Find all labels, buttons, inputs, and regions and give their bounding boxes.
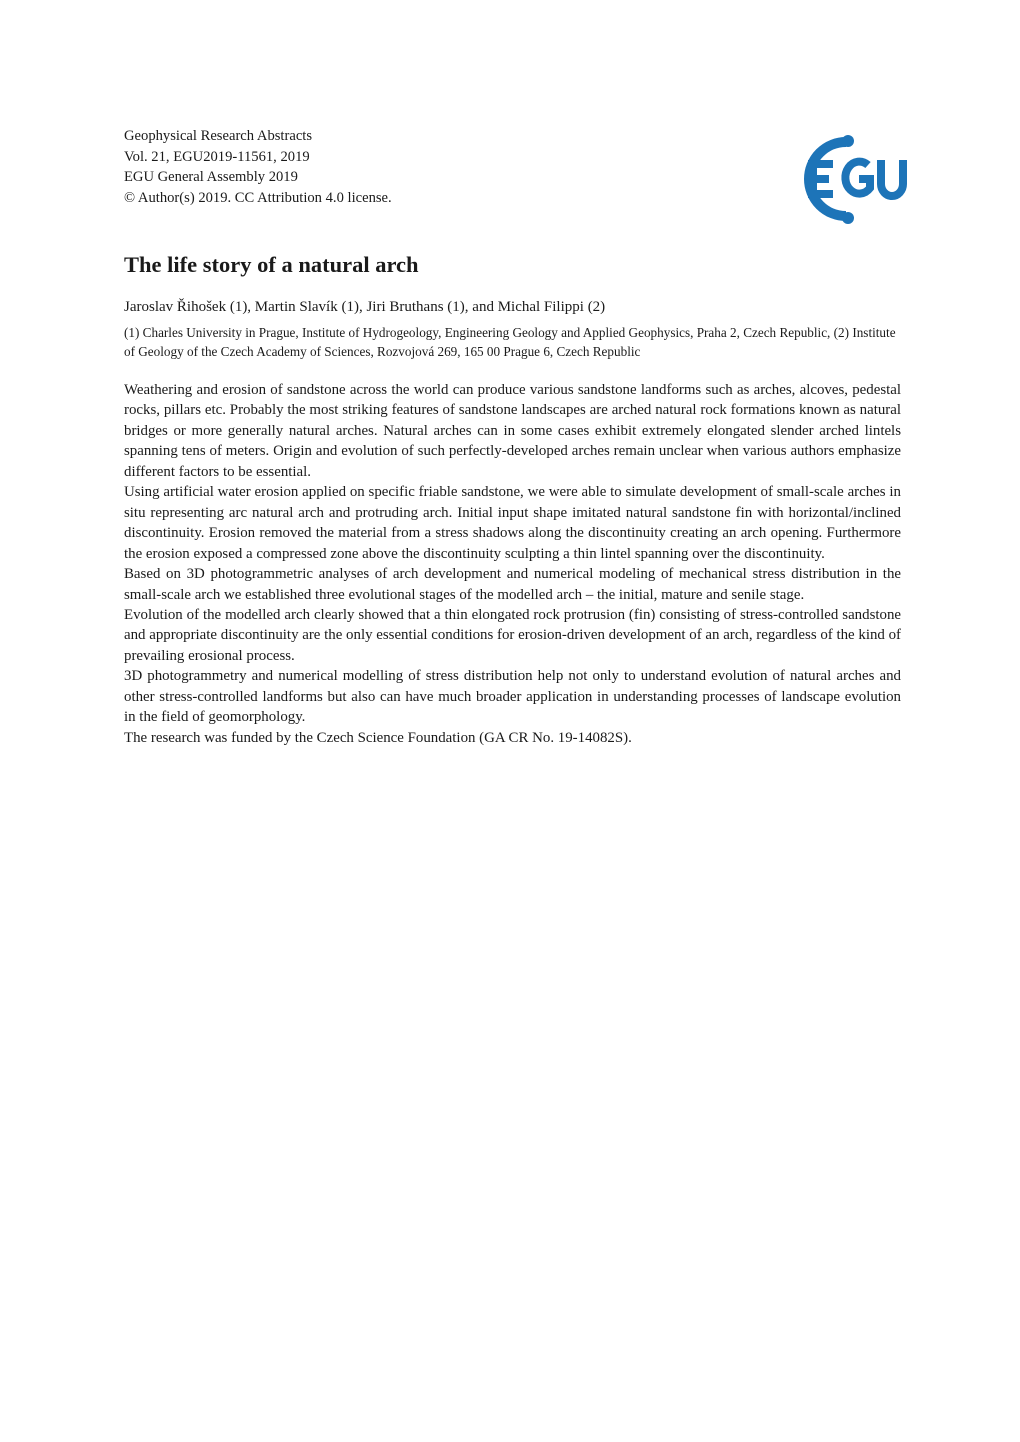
abstract-paragraph: Weathering and erosion of sandstone across the world can produce various sandstone landforms such as arches, alcoves, pedestal rocks, pillars etc. Probably the most striking features of sandstone landscapes are arched natural rock formations known as natural bridges or more generally natural arches. Natural arches can in some cases exhibit extremely elongated slender arched lintels spanning tens of meters. Origin and evolution of such perfectly-developed arches remain unclear when various authors emphasize different factors to be essential. (124, 382, 901, 480)
volume-info: Vol. 21, EGU2019-11561, 2019 (124, 148, 310, 165)
egu-logo-icon (788, 132, 910, 228)
funding-statement: The research was funded by the Czech Science Foundation (GA CR No. 19-14082S). (124, 729, 632, 746)
abstract-paragraph: Evolution of the modelled arch clearly showed that a thin elongated rock protrusion (fin) consisting of stress-controlled sandstone and appropriate discontinuity are the only essential conditions for erosion-driven development of an arch, regardless of the kind of prevailing erosional process. (124, 606, 901, 664)
abstract-paragraph: Based on 3D photogrammetric analyses of arch development and numerical modeling of mechanical stress distribution in the small-scale arch we established three evolutional stages of the modelled arch – the initial, mature and senile stage. (124, 566, 901, 603)
journal-name: Geophysical Research Abstracts (124, 128, 313, 144)
license-line: © Author(s) 2019. CC Attribution 4.0 license. (124, 189, 392, 206)
abstract-body (124, 380, 901, 748)
author-list: Jaroslav Řihošek (1), Martin Slavík (1), Jiri Bruthans (1), and Michal Filippi (2) (124, 299, 606, 315)
egu-logo (788, 132, 910, 228)
publication-info (124, 126, 392, 208)
conference-name: EGU General Assembly 2019 (124, 169, 298, 186)
paper-title: The life story of a natural arch (124, 252, 419, 277)
abstract-paragraph: 3D photogrammetry and numerical modelling of stress distribution help not only to understand evolution of natural arches and other stress-controlled landforms but also can have much broader application in understanding processes of landscape evolution in the field of geomorphology. (124, 668, 901, 726)
affiliations: (1) Charles University in Prague, Institute of Hydrogeology, Engineering Geology and Applied Geophysics, Praha 2, Czech Republic, (2) Institute of Geology of the Czech Academy of Sciences, Rozvojová 269, 165 00 Prague 6, Czech Republic (124, 325, 896, 359)
abstract-paragraph: Using artificial water erosion applied on specific friable sandstone, we were able to simulate development of small-scale arches in situ representing arc natural arch and protruding arch. Initial input shape imitated natural sandstone fin with horizontal/inclined discontinuity. Erosion removed the material from a stress shadows along the discontinuity creating an arch opening. Furthermore the erosion exposed a compressed zone above the discontinuity sculpting a thin lintel spanning over the discontinuity. (124, 484, 901, 562)
